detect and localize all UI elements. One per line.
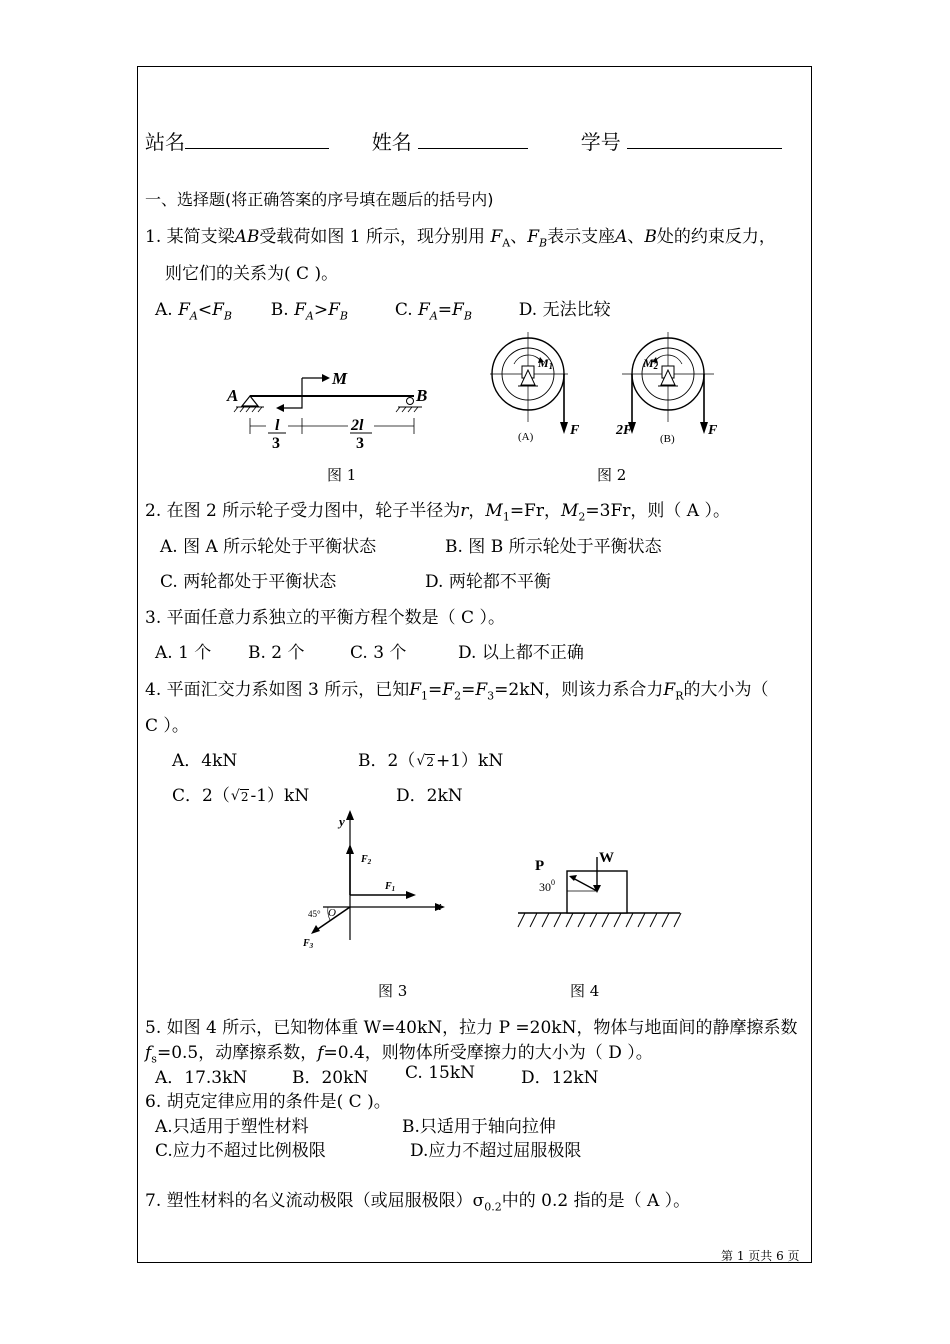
q4-option-a[interactable]: A．4kN: [172, 751, 238, 771]
label-a: A: [227, 386, 239, 405]
q2-option-c[interactable]: C. 两轮都处于平衡状态: [160, 572, 337, 592]
label-w: W: [599, 850, 614, 866]
station-blank[interactable]: [185, 128, 329, 149]
q3-option-c[interactable]: C. 3 个: [350, 643, 407, 663]
label-30: $30^0$: [539, 878, 555, 894]
dim2-den: 3: [356, 435, 364, 452]
figure-1-beam-diagram: [222, 360, 432, 455]
sqrt-symbol: √ 2: [416, 755, 435, 769]
q3-option-b[interactable]: B. 2 个: [248, 643, 305, 663]
q1-option-a[interactable]: A. $F_A<F_B$: [155, 300, 232, 323]
support-a: [242, 396, 258, 406]
sqrt-symbol: √ 2: [231, 790, 250, 804]
q1-text-end: 处的约束反力，: [656, 227, 776, 247]
q6-option-d[interactable]: D.应力不超过屈服极限: [410, 1141, 582, 1161]
couple-m: [284, 378, 302, 408]
q2-option-a[interactable]: A. 图 A 所示轮处于平衡状态: [160, 537, 377, 557]
q3-question: 3. 平面任意力系独立的平衡方程个数是（ C ）。: [145, 608, 505, 628]
q5-option-a[interactable]: A．17.3kN: [155, 1068, 248, 1088]
label-45: 45°: [308, 909, 321, 919]
q1-text-mid2: 表示支座: [547, 227, 616, 247]
q2-option-b[interactable]: B. 图 B 所示轮处于平衡状态: [445, 537, 662, 557]
q1-line1: [145, 222, 776, 249]
q1-sep2: 、: [627, 227, 645, 247]
wheel-b: [622, 332, 714, 434]
dim1-num: l: [275, 417, 280, 434]
q6-question: 6. 胡克定律应用的条件是( C )。: [145, 1092, 391, 1112]
figure-2-caption: 图 2: [597, 466, 627, 484]
figure-2-wheels-diagram: [490, 330, 730, 450]
label-m1: M1: [538, 356, 554, 371]
q1-sep: 、: [510, 227, 528, 247]
q1-text-prefix: 1. 某简支梁: [145, 227, 235, 247]
dim2-num: 2l: [351, 417, 364, 434]
label-f3: $F_3$: [303, 938, 314, 950]
figure-4-caption: 图 4: [570, 982, 600, 1000]
wheel-a: [490, 332, 568, 434]
q1-line2: 则它们的关系为( C )。: [165, 264, 339, 284]
q6-option-a[interactable]: A.只适用于塑性材料: [155, 1117, 309, 1137]
label-f2: $F_2$: [361, 854, 372, 866]
support-b: [407, 398, 414, 405]
label-2f: 2F: [616, 423, 633, 438]
q1-fa: F: [490, 227, 503, 247]
station-label: 站名: [145, 130, 185, 154]
label-f1: $F_1$: [385, 881, 396, 893]
label-p: P: [535, 858, 545, 874]
figure-4-block-diagram: [515, 845, 685, 935]
name-label: 姓名: [371, 130, 412, 154]
q4-option-b[interactable]: B．2（√ 2 +1）kN: [358, 746, 503, 771]
student-info-header: [145, 126, 782, 155]
q1-option-c[interactable]: C. $F_A=F_B$: [394, 300, 472, 323]
q1-a: A: [615, 227, 628, 247]
label-m: M: [332, 369, 348, 388]
q1-fa-sub: A: [502, 236, 511, 250]
q1-ab: AB: [234, 227, 260, 247]
page-number: 第 1 页共 6 页: [721, 1249, 800, 1263]
label-m2: M2: [643, 356, 659, 371]
q2-question: 2. 在图 2 所示轮子受力图中，轮子半径为r，$M_1=Fr$，$M_2=3Fr$，则（ A ）。: [145, 501, 730, 524]
q1-options: [155, 295, 611, 322]
q1-option-d[interactable]: D. 无法比较: [518, 300, 611, 320]
q3-option-d[interactable]: D. 以上都不正确: [458, 643, 584, 663]
q2-option-d[interactable]: D. 两轮都不平衡: [425, 572, 551, 592]
label-b: B: [416, 386, 428, 405]
id-blank[interactable]: [627, 128, 782, 149]
section-title: 一、选择题(将正确答案的序号填在题后的括号内): [145, 190, 494, 209]
q1-b: B: [644, 227, 657, 247]
q1-fb-sub: B: [538, 236, 548, 250]
q5-question-line2: $f_s=0.5$，动摩擦系数，f=0.4，则物体所受摩擦力的大小为（ D ）。: [145, 1043, 653, 1066]
q1-option-b[interactable]: B. $F_A>F_B$: [270, 300, 348, 323]
label-x: x: [435, 898, 442, 913]
figure-3-force-diagram: [295, 810, 455, 950]
id-label: 学号: [580, 130, 621, 154]
label-o: O: [328, 907, 336, 919]
dim1-den: 3: [272, 435, 280, 452]
q6-option-b[interactable]: B.只适用于轴向拉伸: [402, 1117, 556, 1137]
q4-option-d[interactable]: D．2kN: [396, 786, 463, 806]
name-blank[interactable]: [418, 128, 528, 149]
q4-question-line2: C ）。: [145, 716, 189, 736]
q7-question: 7. 塑性材料的名义流动极限（或屈服极限）$\sigma_{0.2}$中的 0.2 指的是（ A ）。: [145, 1191, 691, 1214]
label-f-a: F: [570, 423, 580, 438]
q5-question-line1: 5. 如图 4 所示，已知物体重 W=40kN，拉力 P =20kN，物体与地面间的静摩擦系数: [145, 1018, 798, 1038]
tag-a: (A): [518, 431, 534, 443]
q4-question-line1: 4. 平面汇交力系如图 3 所示，已知$F_1=F_2=F_3=2kN$，则该力系合力$F_R$的大小为（: [145, 680, 769, 703]
figure-3-caption: 图 3: [378, 982, 408, 1000]
q3-option-a[interactable]: A. 1 个: [155, 643, 212, 663]
q6-option-c[interactable]: C.应力不超过比例极限: [155, 1141, 326, 1161]
q5-option-d[interactable]: D．12kN: [521, 1068, 599, 1088]
figure-1-caption: 图 1: [327, 466, 357, 484]
q5-option-c[interactable]: C. 15kN: [405, 1063, 476, 1083]
q5-option-b[interactable]: B．20kN: [292, 1068, 369, 1088]
label-f-b: F: [708, 423, 718, 438]
label-y: y: [339, 814, 345, 829]
q1-fb: F: [527, 227, 539, 247]
tag-b: (B): [660, 433, 675, 445]
q1-text-mid: 受载荷如图 1 所示，现分别用: [259, 227, 486, 247]
q4-option-c[interactable]: C．2（√ 2 -1）kN: [172, 781, 309, 806]
